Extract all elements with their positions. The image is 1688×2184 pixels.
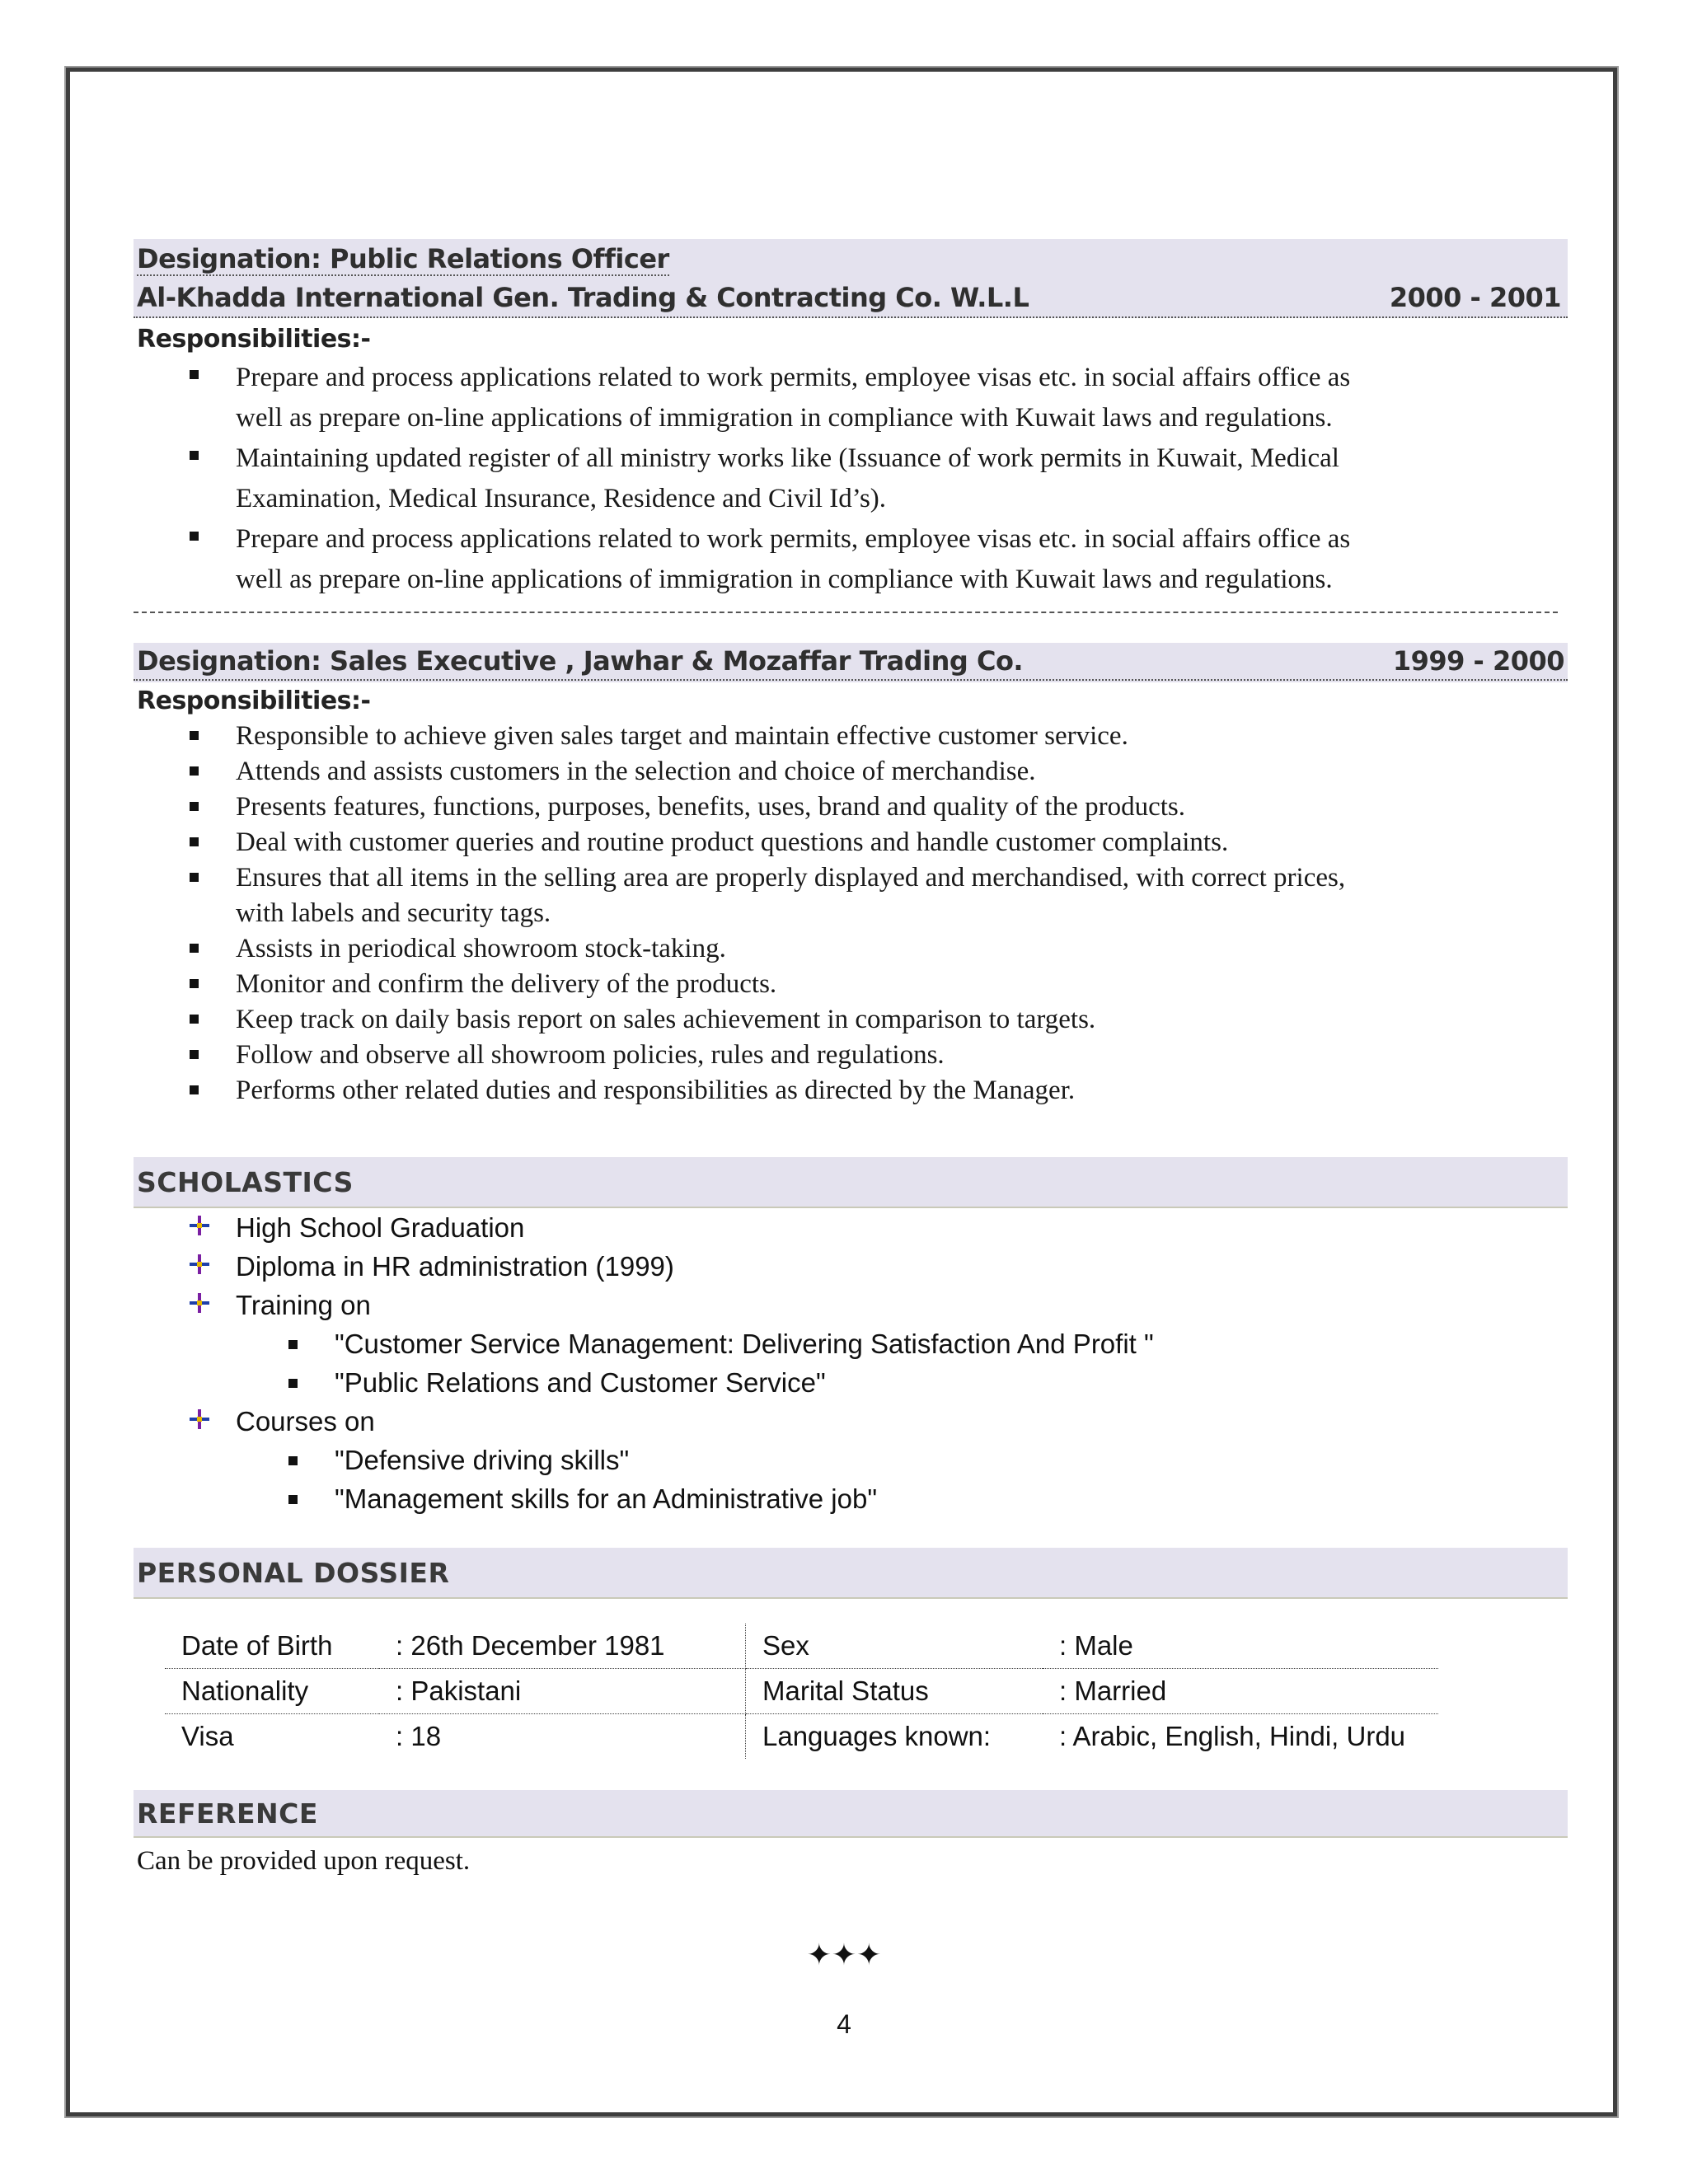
list-item: Diploma in HR administration (1999) <box>134 1247 1568 1286</box>
list-item: Courses on <box>134 1402 1568 1441</box>
section-divider <box>134 612 1558 613</box>
list-item: Keep track on daily basis report on sales achievement in comparison to targets. <box>134 1002 1568 1038</box>
list-item: "Customer Service Management: Delivering Satisfaction And Profit " <box>134 1324 1568 1363</box>
list-item: "Public Relations and Customer Service" <box>134 1363 1568 1402</box>
job1-responsibilities-title: Responsibilities:- <box>137 325 371 354</box>
arrow-bullet-icon <box>190 1409 209 1429</box>
job1-responsibilities-list <box>134 358 1568 600</box>
dossier-table <box>165 1624 1438 1759</box>
job1-header <box>134 239 1568 318</box>
list-item: "Management skills for an Administrative job" <box>134 1479 1568 1518</box>
job2-responsibilities-title: Responsibilities:- <box>137 687 371 715</box>
list-item: Monitor and confirm the delivery of the products. <box>134 967 1568 1002</box>
table-row: Visa : 18 Languages known: : Arabic, English, Hindi, Urdu <box>165 1714 1438 1760</box>
list-item: Ensures that all items in the selling area are properly displayed and merchandised, with correct prices, with labels and security tags. <box>134 860 1568 931</box>
arrow-bullet-icon <box>190 1254 209 1274</box>
list-item: High School Graduation <box>134 1208 1568 1247</box>
scholastics-list <box>134 1208 1568 1518</box>
job2-years: 1999 - 2000 <box>1392 645 1564 677</box>
ornament: ✦✦✦ <box>806 1938 882 1972</box>
job1-designation: Designation: Public Relations Officer <box>137 243 669 274</box>
list-item: Maintaining updated register of all ministry works like (Issuance of work permits in Kuwait, Medical Examination, Medical Insurance, Residence and Civil Id’s). <box>134 438 1568 519</box>
arrow-bullet-icon <box>190 1216 209 1235</box>
list-item: Attends and assists customers in the selection and choice of merchandise. <box>134 754 1568 790</box>
scholastics-heading: SCHOLASTICS <box>134 1157 1568 1208</box>
list-item: Prepare and process applications related to work permits, employee visas etc. in social affairs office as well as prepare on-line applications of immigration in compliance with Kuwait laws and regulations. <box>134 358 1568 438</box>
list-item: Follow and observe all showroom policies, rules and regulations. <box>134 1038 1568 1073</box>
dossier-heading: PERSONAL DOSSIER <box>134 1548 1568 1599</box>
list-item: Responsible to achieve given sales target and maintain effective customer service. <box>134 719 1568 754</box>
arrow-bullet-icon <box>190 1293 209 1313</box>
job2-header <box>134 643 1568 682</box>
list-item: Presents features, functions, purposes, benefits, uses, brand and quality of the products. <box>134 790 1568 825</box>
list-item: Training on <box>134 1286 1568 1324</box>
list-item: Deal with customer queries and routine product questions and handle customer complaints. <box>134 825 1568 860</box>
table-row: Date of Birth : 26th December 1981 Sex : Male <box>165 1624 1438 1669</box>
job1-company: Al-Khadda International Gen. Trading & Contracting Co. W.L.L <box>137 282 1029 313</box>
job1-years: 2000 - 2001 <box>1389 282 1561 313</box>
table-row: Nationality : Pakistani Marital Status : Married <box>165 1669 1438 1714</box>
reference-text: Can be provided upon request. <box>137 1846 471 1876</box>
list-item: "Defensive driving skills" <box>134 1441 1568 1479</box>
list-item: Performs other related duties and responsibilities as directed by the Manager. <box>134 1073 1568 1108</box>
job2-designation: Designation: Sales Executive , Jawhar & Mozaffar Trading Co. <box>137 645 1024 677</box>
reference-heading: REFERENCE <box>134 1790 1568 1838</box>
list-item: Assists in periodical showroom stock-taking. <box>134 931 1568 967</box>
list-item: Prepare and process applications related to work permits, employee visas etc. in social affairs office as well as prepare on-line applications of immigration in compliance with Kuwait laws and regulations. <box>134 519 1568 600</box>
job2-responsibilities-list <box>134 719 1568 1108</box>
page-number: 4 <box>837 2009 851 2039</box>
